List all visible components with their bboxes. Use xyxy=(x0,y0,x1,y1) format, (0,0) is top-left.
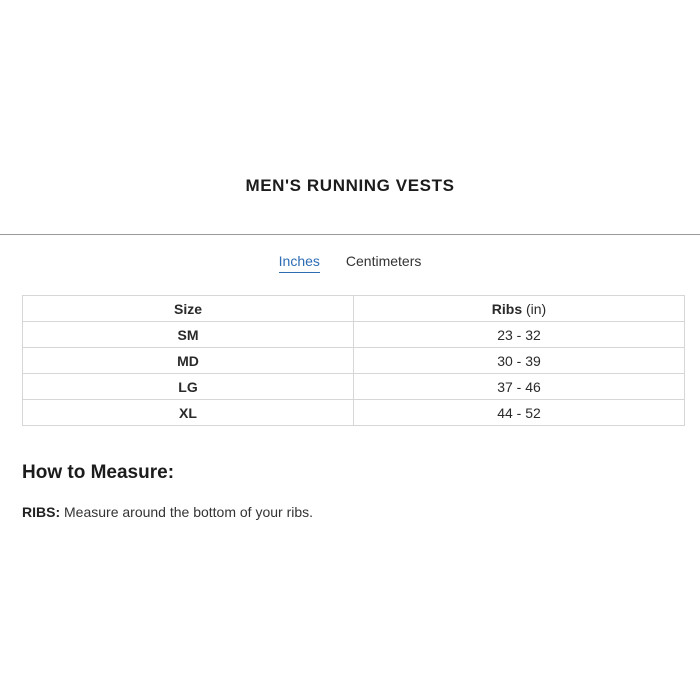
measure-label-ribs: RIBS: xyxy=(22,504,61,520)
page-title: MEN'S RUNNING VESTS xyxy=(245,176,455,195)
ribs-cell: 30 - 39 xyxy=(354,348,685,374)
size-cell: LG xyxy=(23,374,354,400)
ribs-cell: 44 - 52 xyxy=(354,400,685,426)
ribs-unit-label: (in) xyxy=(526,300,547,317)
size-cell: MD xyxy=(23,348,354,374)
tab-inches[interactable]: Inches xyxy=(279,253,320,273)
measure-instruction-ribs xyxy=(22,504,313,520)
size-chart-table xyxy=(22,295,685,426)
table-row xyxy=(23,348,685,374)
ribs-cell: 23 - 32 xyxy=(354,322,685,348)
size-cell: SM xyxy=(23,322,354,348)
unit-tabs xyxy=(0,253,700,273)
column-header-size: Size xyxy=(23,296,354,322)
table-header-row xyxy=(23,296,685,322)
ribs-header-label: Ribs xyxy=(491,300,523,317)
tab-centimeters[interactable]: Centimeters xyxy=(345,253,422,269)
table-row xyxy=(23,400,685,426)
ribs-cell: 37 - 46 xyxy=(354,374,685,400)
size-cell: XL xyxy=(23,400,354,426)
header-divider xyxy=(0,234,700,235)
table-row xyxy=(23,322,685,348)
how-to-measure-heading: How to Measure: xyxy=(22,462,175,483)
measure-text-ribs: Measure around the bottom of your ribs. xyxy=(60,504,314,520)
table-row xyxy=(23,374,685,400)
column-header-ribs xyxy=(354,296,685,322)
